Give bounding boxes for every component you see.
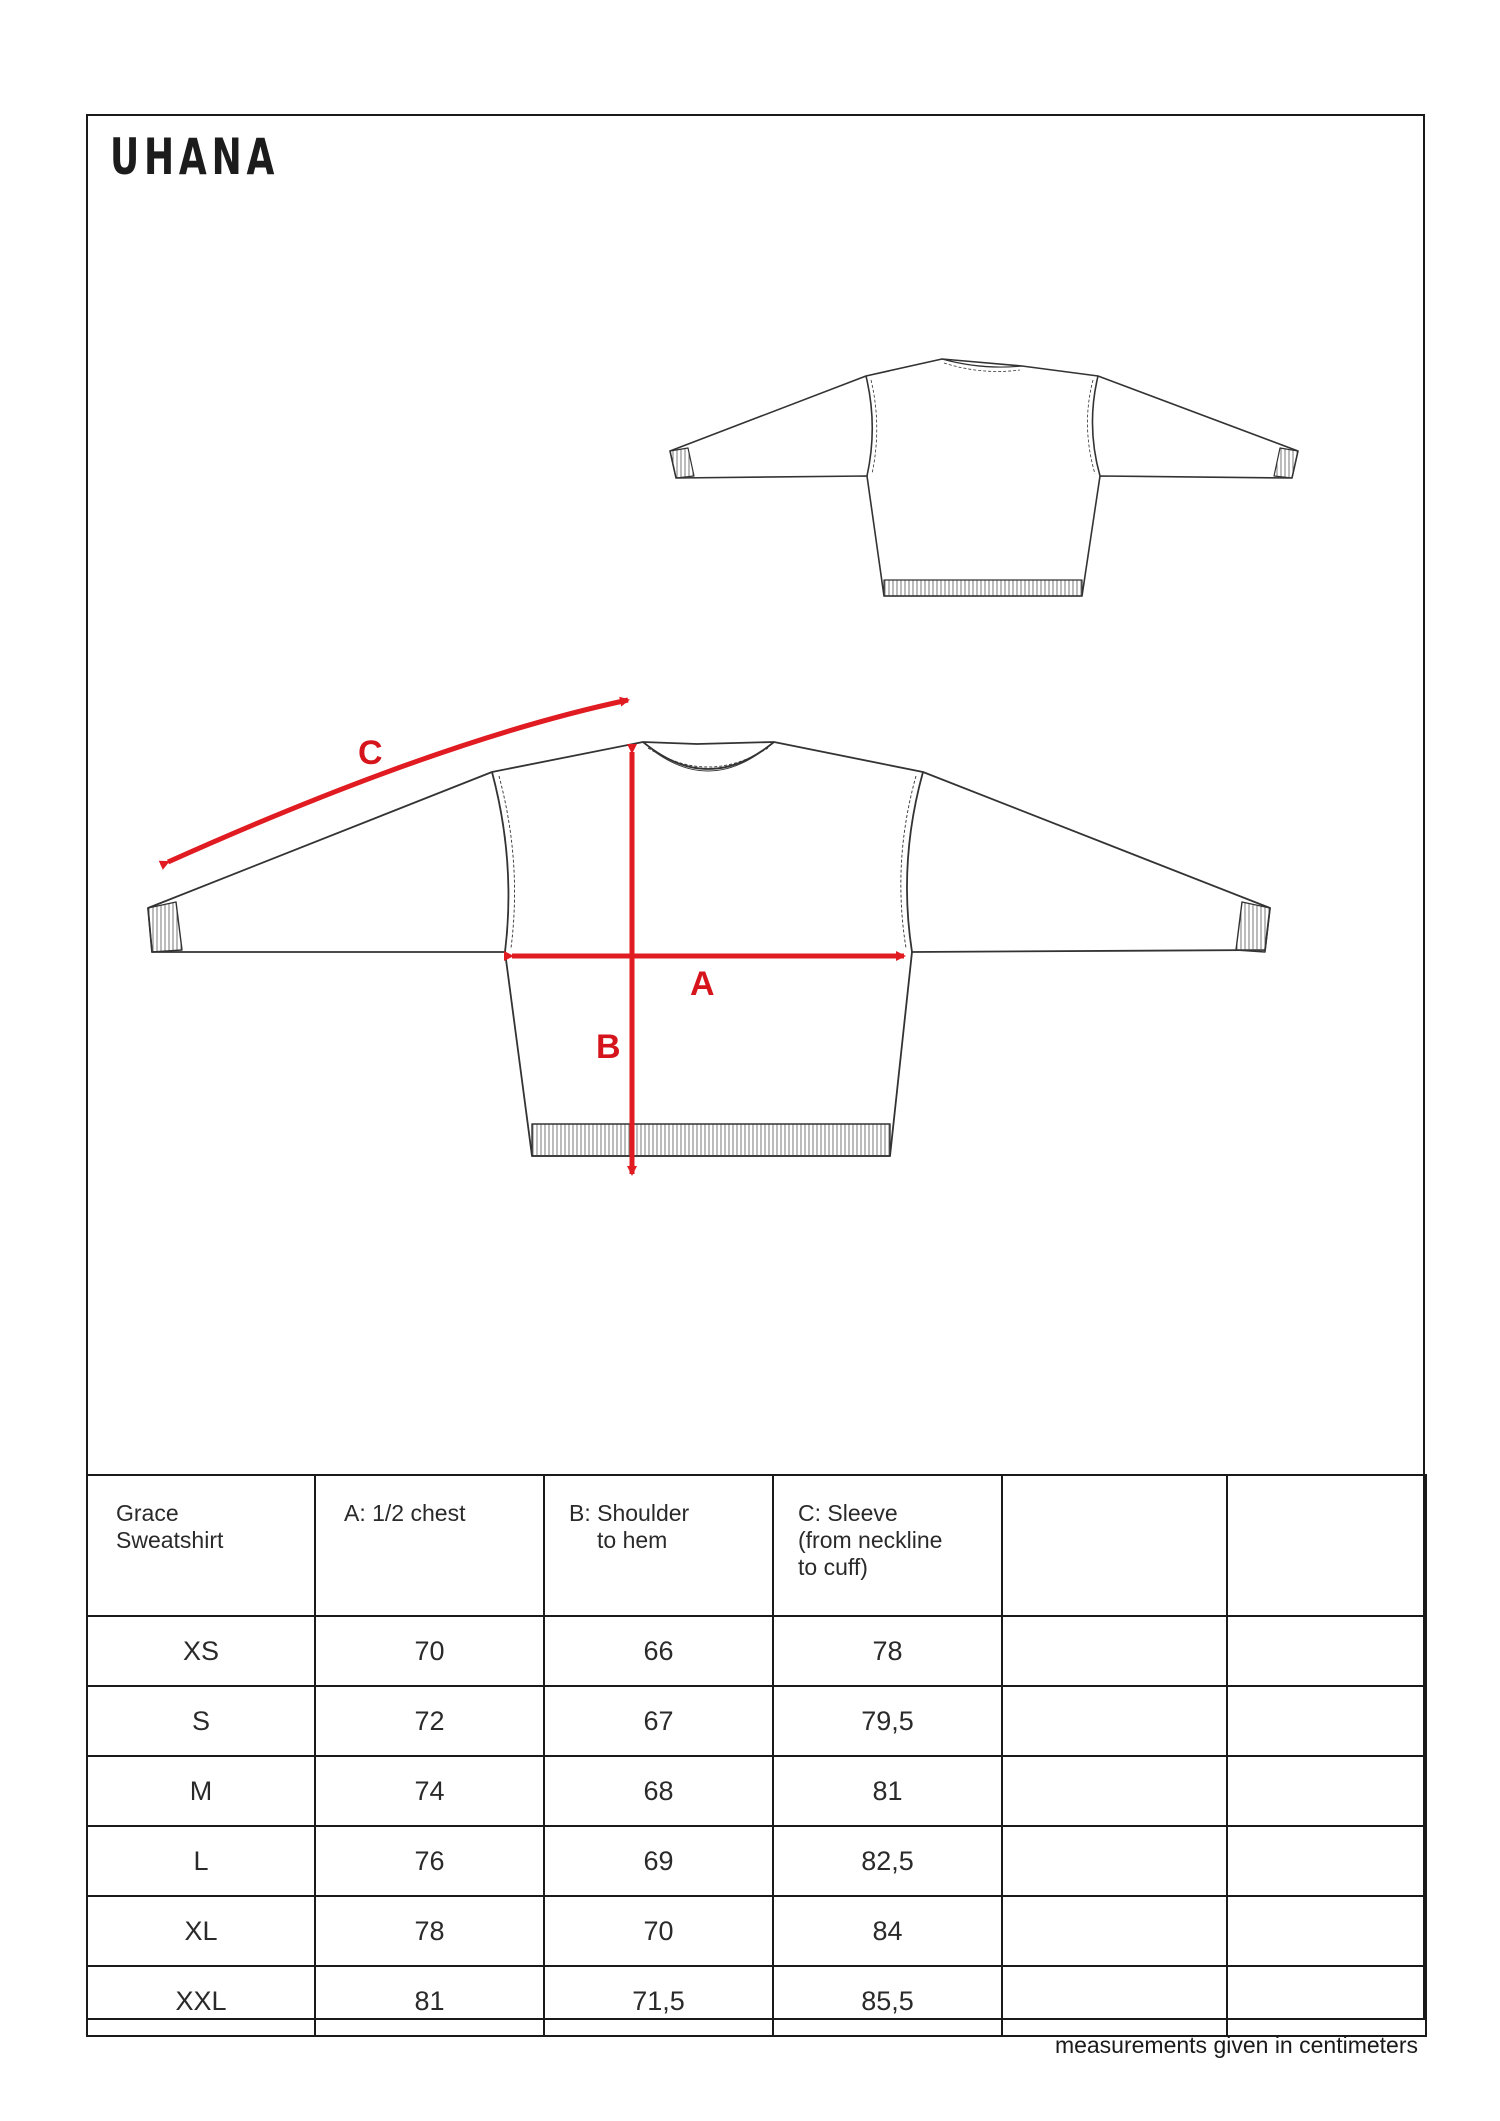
- size-cell: XS: [87, 1616, 315, 1686]
- sleeve-cell: 82,5: [773, 1826, 1002, 1896]
- empty-cell: [1227, 1756, 1426, 1826]
- label-b: B: [596, 1028, 621, 1066]
- empty-cell: [1227, 1616, 1426, 1686]
- chest-cell: 70: [315, 1616, 544, 1686]
- header-shoulder-to-hem: B: Shoulder to hem: [544, 1475, 773, 1616]
- header-chest: A: 1/2 chest: [315, 1475, 544, 1616]
- empty-cell: [1002, 1966, 1227, 2036]
- size-cell: L: [87, 1826, 315, 1896]
- chest-cell: 72: [315, 1686, 544, 1756]
- units-note: measurements given in centimeters: [1054, 2032, 1418, 2058]
- empty-cell: [1002, 1896, 1227, 1966]
- header-garment: Grace Sweatshirt: [87, 1475, 315, 1616]
- size-cell: XXL: [87, 1966, 315, 2036]
- header-sleeve: C: Sleeve (from neckline to cuff): [773, 1475, 1002, 1616]
- empty-cell: [1227, 1896, 1426, 1966]
- empty-cell: [1002, 1826, 1227, 1896]
- label-c: C: [358, 734, 383, 772]
- sleeve-cell: 85,5: [773, 1966, 1002, 2036]
- shoulder-hem-cell: 71,5: [544, 1966, 773, 2036]
- back-view-sketch: [670, 359, 1298, 596]
- brand-logo: UHANA: [110, 128, 280, 186]
- header-empty-2: [1227, 1475, 1426, 1616]
- shoulder-hem-cell: 68: [544, 1756, 773, 1826]
- header-empty-1: [1002, 1475, 1227, 1616]
- table-header-row: [87, 1475, 1426, 1616]
- size-cell: XL: [87, 1896, 315, 1966]
- shoulder-hem-cell: 69: [544, 1826, 773, 1896]
- shoulder-hem-cell: 70: [544, 1896, 773, 1966]
- sleeve-cell: 81: [773, 1756, 1002, 1826]
- chest-cell: 78: [315, 1896, 544, 1966]
- sleeve-cell: 84: [773, 1896, 1002, 1966]
- empty-cell: [1227, 1966, 1426, 2036]
- size-table: [86, 1474, 1427, 2037]
- chest-cell: 76: [315, 1826, 544, 1896]
- table-row: [87, 1756, 1426, 1826]
- chest-cell: 74: [315, 1756, 544, 1826]
- empty-cell: [1227, 1826, 1426, 1896]
- table-row: [87, 1686, 1426, 1756]
- table-row: [87, 1616, 1426, 1686]
- shoulder-hem-cell: 67: [544, 1686, 773, 1756]
- table-row: [87, 1826, 1426, 1896]
- empty-cell: [1002, 1756, 1227, 1826]
- sleeve-cell: 78: [773, 1616, 1002, 1686]
- size-cell: M: [87, 1756, 315, 1826]
- sleeve-cell: 79,5: [773, 1686, 1002, 1756]
- front-view-sketch: [148, 742, 1270, 1156]
- label-a: A: [690, 965, 715, 1003]
- shoulder-hem-cell: 66: [544, 1616, 773, 1686]
- size-cell: S: [87, 1686, 315, 1756]
- empty-cell: [1002, 1686, 1227, 1756]
- table-row: [87, 1966, 1426, 2036]
- empty-cell: [1227, 1686, 1426, 1756]
- table-row: [87, 1896, 1426, 1966]
- chest-cell: 81: [315, 1966, 544, 2036]
- empty-cell: [1002, 1616, 1227, 1686]
